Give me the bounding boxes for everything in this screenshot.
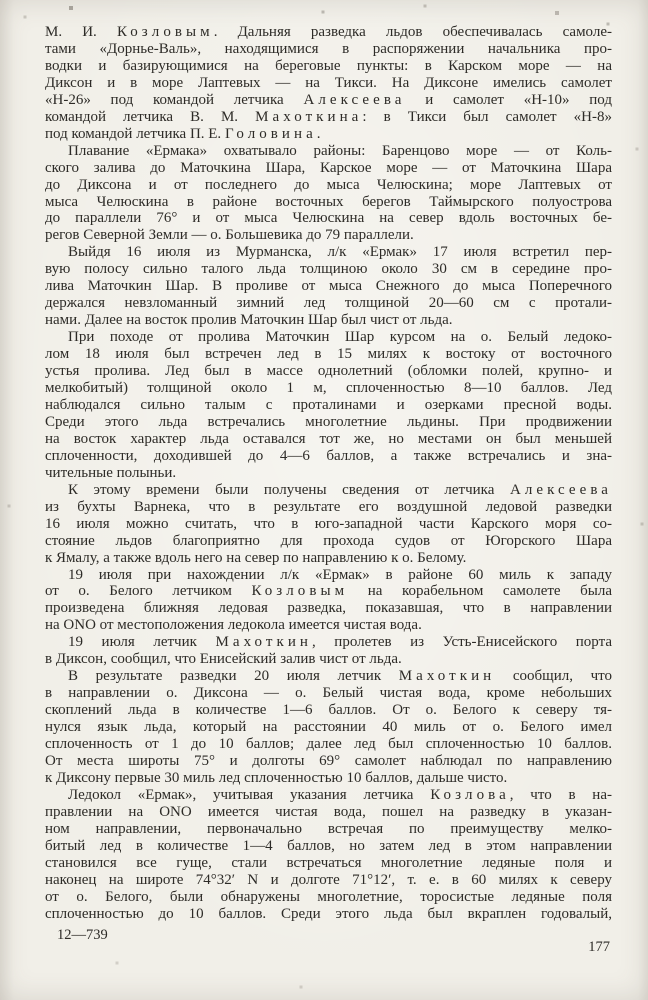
- text-line: [45, 702, 612, 719]
- text-run: В результате разведки 20 июля летчик: [68, 668, 399, 685]
- text-run: мыса Челюскина в районе восточных берегов Таймырского полуострова: [45, 193, 612, 210]
- letterspaced-name: Алексеева: [509, 481, 612, 498]
- paragraph: [45, 24, 612, 143]
- text-run: в Диксон, сообщил, что Енисейский залив чист от льда.: [45, 651, 402, 668]
- text-line: [45, 194, 612, 211]
- text-run: битый лед в количестве 1—4 баллов, но затем лед в этом направлении: [45, 837, 612, 854]
- text-run: от о. Белого летчиком: [45, 583, 252, 600]
- text-run: устья пролива. Лед был в массе однолетний (обломки полей, крупно- и: [45, 363, 612, 380]
- text-line: [45, 41, 612, 58]
- text-line: [45, 685, 612, 702]
- text-run: ского залива до Маточкина Шара, Карское море — от Маточкина Шара: [45, 159, 612, 176]
- text-run: регов Северной Земли — о. Большевика до 79 параллели.: [45, 227, 414, 244]
- text-line: [45, 92, 612, 109]
- text-line: [45, 363, 612, 380]
- text-line: [45, 380, 612, 397]
- text-line: [45, 244, 612, 261]
- paragraph: [45, 668, 612, 787]
- text-line: [45, 634, 612, 651]
- text-run: из бухты Варнека, что в результате его воздушной ледовой разведки: [45, 498, 612, 515]
- text-line: [45, 143, 612, 160]
- text-line: [45, 550, 612, 567]
- text-line: [45, 770, 612, 787]
- text-run: правлении на ONO имеется чистая вода, пошел на разведку в указан-: [45, 803, 612, 820]
- text-line: [45, 872, 612, 889]
- letterspaced-name: Махоткин: [398, 668, 496, 685]
- text-run: от о. Белого, были обнаружены многолетние, торосистые ледяные поля: [45, 888, 612, 905]
- text-run: нами. Далее на восток пролив Маточкин Шар был чист от льда.: [45, 312, 453, 329]
- text-run: водки и базирующимися на береговые пункты: в Карском море — на: [45, 57, 612, 74]
- text-run: Плавание «Ермака» охватывало районы: Баренцово море — от Коль-: [68, 142, 612, 159]
- text-run: до параллели 76° и от мыса Челюскина на север вдоль восточных бе-: [45, 210, 612, 227]
- paragraph: [45, 143, 612, 245]
- text-line: [45, 414, 612, 431]
- text-run: до Диксона и от последнего до мыса Челюскина; море Лаптевых от: [45, 176, 612, 193]
- text-line: [45, 177, 612, 194]
- text-line: [45, 227, 612, 244]
- text-line: [45, 516, 612, 533]
- text-line: [45, 567, 612, 584]
- text-line: [45, 346, 612, 363]
- text-line: [45, 821, 612, 838]
- text-run: , пролетев из Усть-Енисейского порта: [312, 634, 612, 651]
- text-run: чительные полыньи.: [45, 464, 177, 481]
- letterspaced-name: Головина: [224, 125, 317, 142]
- text-run: и самолет «Н-10» под: [405, 91, 612, 108]
- letterspaced-name: Махоткина: [255, 108, 363, 125]
- text-run: в направлении о. Диксона — о. Белый чистая вода, кроме небольших: [45, 685, 612, 702]
- text-run: Среди этого льда встречались многолетние льдины. При продвижении: [45, 413, 612, 430]
- text-line: [45, 278, 612, 295]
- text-line: [45, 58, 612, 75]
- text-run: Диксон и в море Лаптевых — на Тикси. На Диксоне имелись самолет: [45, 74, 612, 91]
- text-run: к Ямалу, а также вдоль него на север по направлению к о. Белому.: [45, 549, 467, 566]
- text-run: скоплений льда в количестве 1—6 баллов. От о. Белого к северу тя-: [45, 702, 612, 719]
- text-line: [45, 397, 612, 414]
- text-line: [45, 889, 612, 906]
- text-line: [45, 600, 612, 617]
- text-line: [45, 499, 612, 516]
- text-line: [45, 787, 612, 804]
- text-line: [45, 804, 612, 821]
- text-run: лива Маточкин Шар. В проливе от мыса Снежного до мыса Поперечного: [45, 278, 612, 295]
- text-block: [45, 24, 612, 923]
- text-run: 19 июля летчик: [68, 634, 216, 651]
- text-line: [45, 617, 612, 634]
- text-run: сплоченность от 1 до 10 баллов; далее лед был сплоченностью 10 баллов.: [45, 736, 612, 753]
- paragraph: [45, 329, 612, 482]
- text-run: 19 июля при нахождении л/к «Ермак» в районе 60 миль к западу: [68, 566, 612, 583]
- paragraph: [45, 787, 612, 923]
- text-run: к Диксону первые 30 миль лед сплоченностью 10 баллов, дальше чисто.: [45, 769, 508, 786]
- text-run: на корабельном самолете была: [348, 583, 612, 600]
- text-run: становился все гуще, стали встречаться многолетние ледяные поля и: [45, 854, 612, 871]
- text-line: [45, 109, 612, 126]
- text-run: держался невзломанный зимний лед толщиной 20—60 см с протали-: [45, 295, 612, 312]
- text-run: При походе от пролива Маточкин Шар курсом на о. Белый ледоко-: [68, 329, 612, 346]
- text-line: [45, 838, 612, 855]
- scan-artifacts: [0, 0, 2, 2]
- text-line: [45, 533, 612, 550]
- text-run: нулся язык льда, который на расстоянии 40 миль от о. Белого имел: [45, 719, 612, 736]
- text-line: [45, 261, 612, 278]
- text-line: [45, 160, 612, 177]
- text-run: на восток характер льда оставался тот же, но местами он был меньшей: [45, 430, 612, 447]
- text-run: Ледокол «Ермак», учитывая указания летчика: [68, 786, 431, 803]
- text-line: [45, 431, 612, 448]
- text-run: Выйдя 16 июля из Мурманска, л/к «Ермак» 17 июля встретил пер-: [68, 244, 612, 261]
- letterspaced-name: Козлова: [430, 786, 510, 803]
- text-line: [45, 855, 612, 872]
- text-line: [45, 75, 612, 92]
- text-run: вую полосу сильно талого льда толщиною около 30 см в середине про-: [45, 261, 612, 278]
- text-run: сообщил, что: [495, 668, 612, 685]
- text-run: 16 июля можно считать, что в юго-западной части Карского моря со-: [45, 515, 612, 532]
- text-line: [45, 465, 612, 482]
- text-run: мелкобитый) толщиной около 1 м, сплоченностью 8—10 баллов. Лед: [45, 380, 612, 397]
- text-run: наконец на широте 74°32′ N и долготе 71°12′, т. е. в 60 милях к северу: [45, 871, 612, 888]
- text-line: [45, 210, 612, 227]
- text-run: «Н-26» под командой летчика: [45, 91, 304, 108]
- text-line: [45, 736, 612, 753]
- text-line: [45, 329, 612, 346]
- text-run: : в Тикси был самолет «Н-8»: [362, 108, 612, 125]
- text-run: наблюдался сильно талым с проталинами и озерками пресной воды.: [45, 396, 612, 413]
- text-line: [45, 583, 612, 600]
- text-line: [45, 651, 612, 668]
- text-run: лом 18 июля был встречен лед в 15 милях к востоку от восточного: [45, 346, 612, 363]
- letterspaced-name: Козловым: [116, 24, 214, 40]
- text-line: [45, 295, 612, 312]
- text-line: [45, 482, 612, 499]
- text-run: От места широты 75° и долготы 69° самолет наблюдал по направлению: [45, 752, 612, 769]
- text-line: [45, 448, 612, 465]
- text-run: , что в на-: [509, 786, 612, 803]
- paragraph: [45, 244, 612, 329]
- text-run: под командой летчика П. Е.: [45, 125, 225, 142]
- text-run: на ONO от местоположения ледокола имеется чистая вода.: [45, 617, 422, 634]
- text-run: . Дальняя разведка льдов обеспечивалась самоле-: [213, 24, 612, 40]
- text-line: [45, 312, 612, 329]
- letterspaced-name: Алексеева: [303, 91, 406, 108]
- text-run: произведена ближняя ледовая разведка, показавшая, что в направлении: [45, 600, 612, 617]
- text-line: [45, 906, 612, 923]
- paragraph: [45, 567, 612, 635]
- page-number: 177: [588, 939, 610, 955]
- paragraph: [45, 634, 612, 668]
- text-run: .: [316, 125, 321, 142]
- letterspaced-name: Козловым: [251, 583, 349, 600]
- paragraph: [45, 482, 612, 567]
- text-line: [45, 719, 612, 736]
- text-line: [45, 24, 612, 41]
- text-line: [45, 668, 612, 685]
- text-run: сплоченности, доходившей до 4—6 баллов, а также встречались и зна-: [45, 447, 612, 464]
- print-signature: 12—739: [57, 927, 108, 943]
- text-line: [45, 753, 612, 770]
- text-run: сплоченностью до 10 баллов. Среди этого льда был вкраплен годовалый,: [45, 905, 612, 922]
- text-line: [45, 126, 612, 143]
- text-run: командой летчика В. М.: [45, 108, 256, 125]
- text-run: М. И.: [45, 24, 117, 40]
- text-run: стояние льдов благоприятно для прохода судов от Югорского Шара: [45, 532, 612, 549]
- letterspaced-name: Махоткин: [215, 634, 312, 651]
- text-run: тами «Дорнье-Валь», находящимися в распоряжении начальника про-: [45, 40, 612, 57]
- text-run: К этому времени были получены сведения от летчика: [68, 481, 510, 498]
- text-run: ном направлении, первоначально встречая по преимуществу мелко-: [45, 820, 612, 837]
